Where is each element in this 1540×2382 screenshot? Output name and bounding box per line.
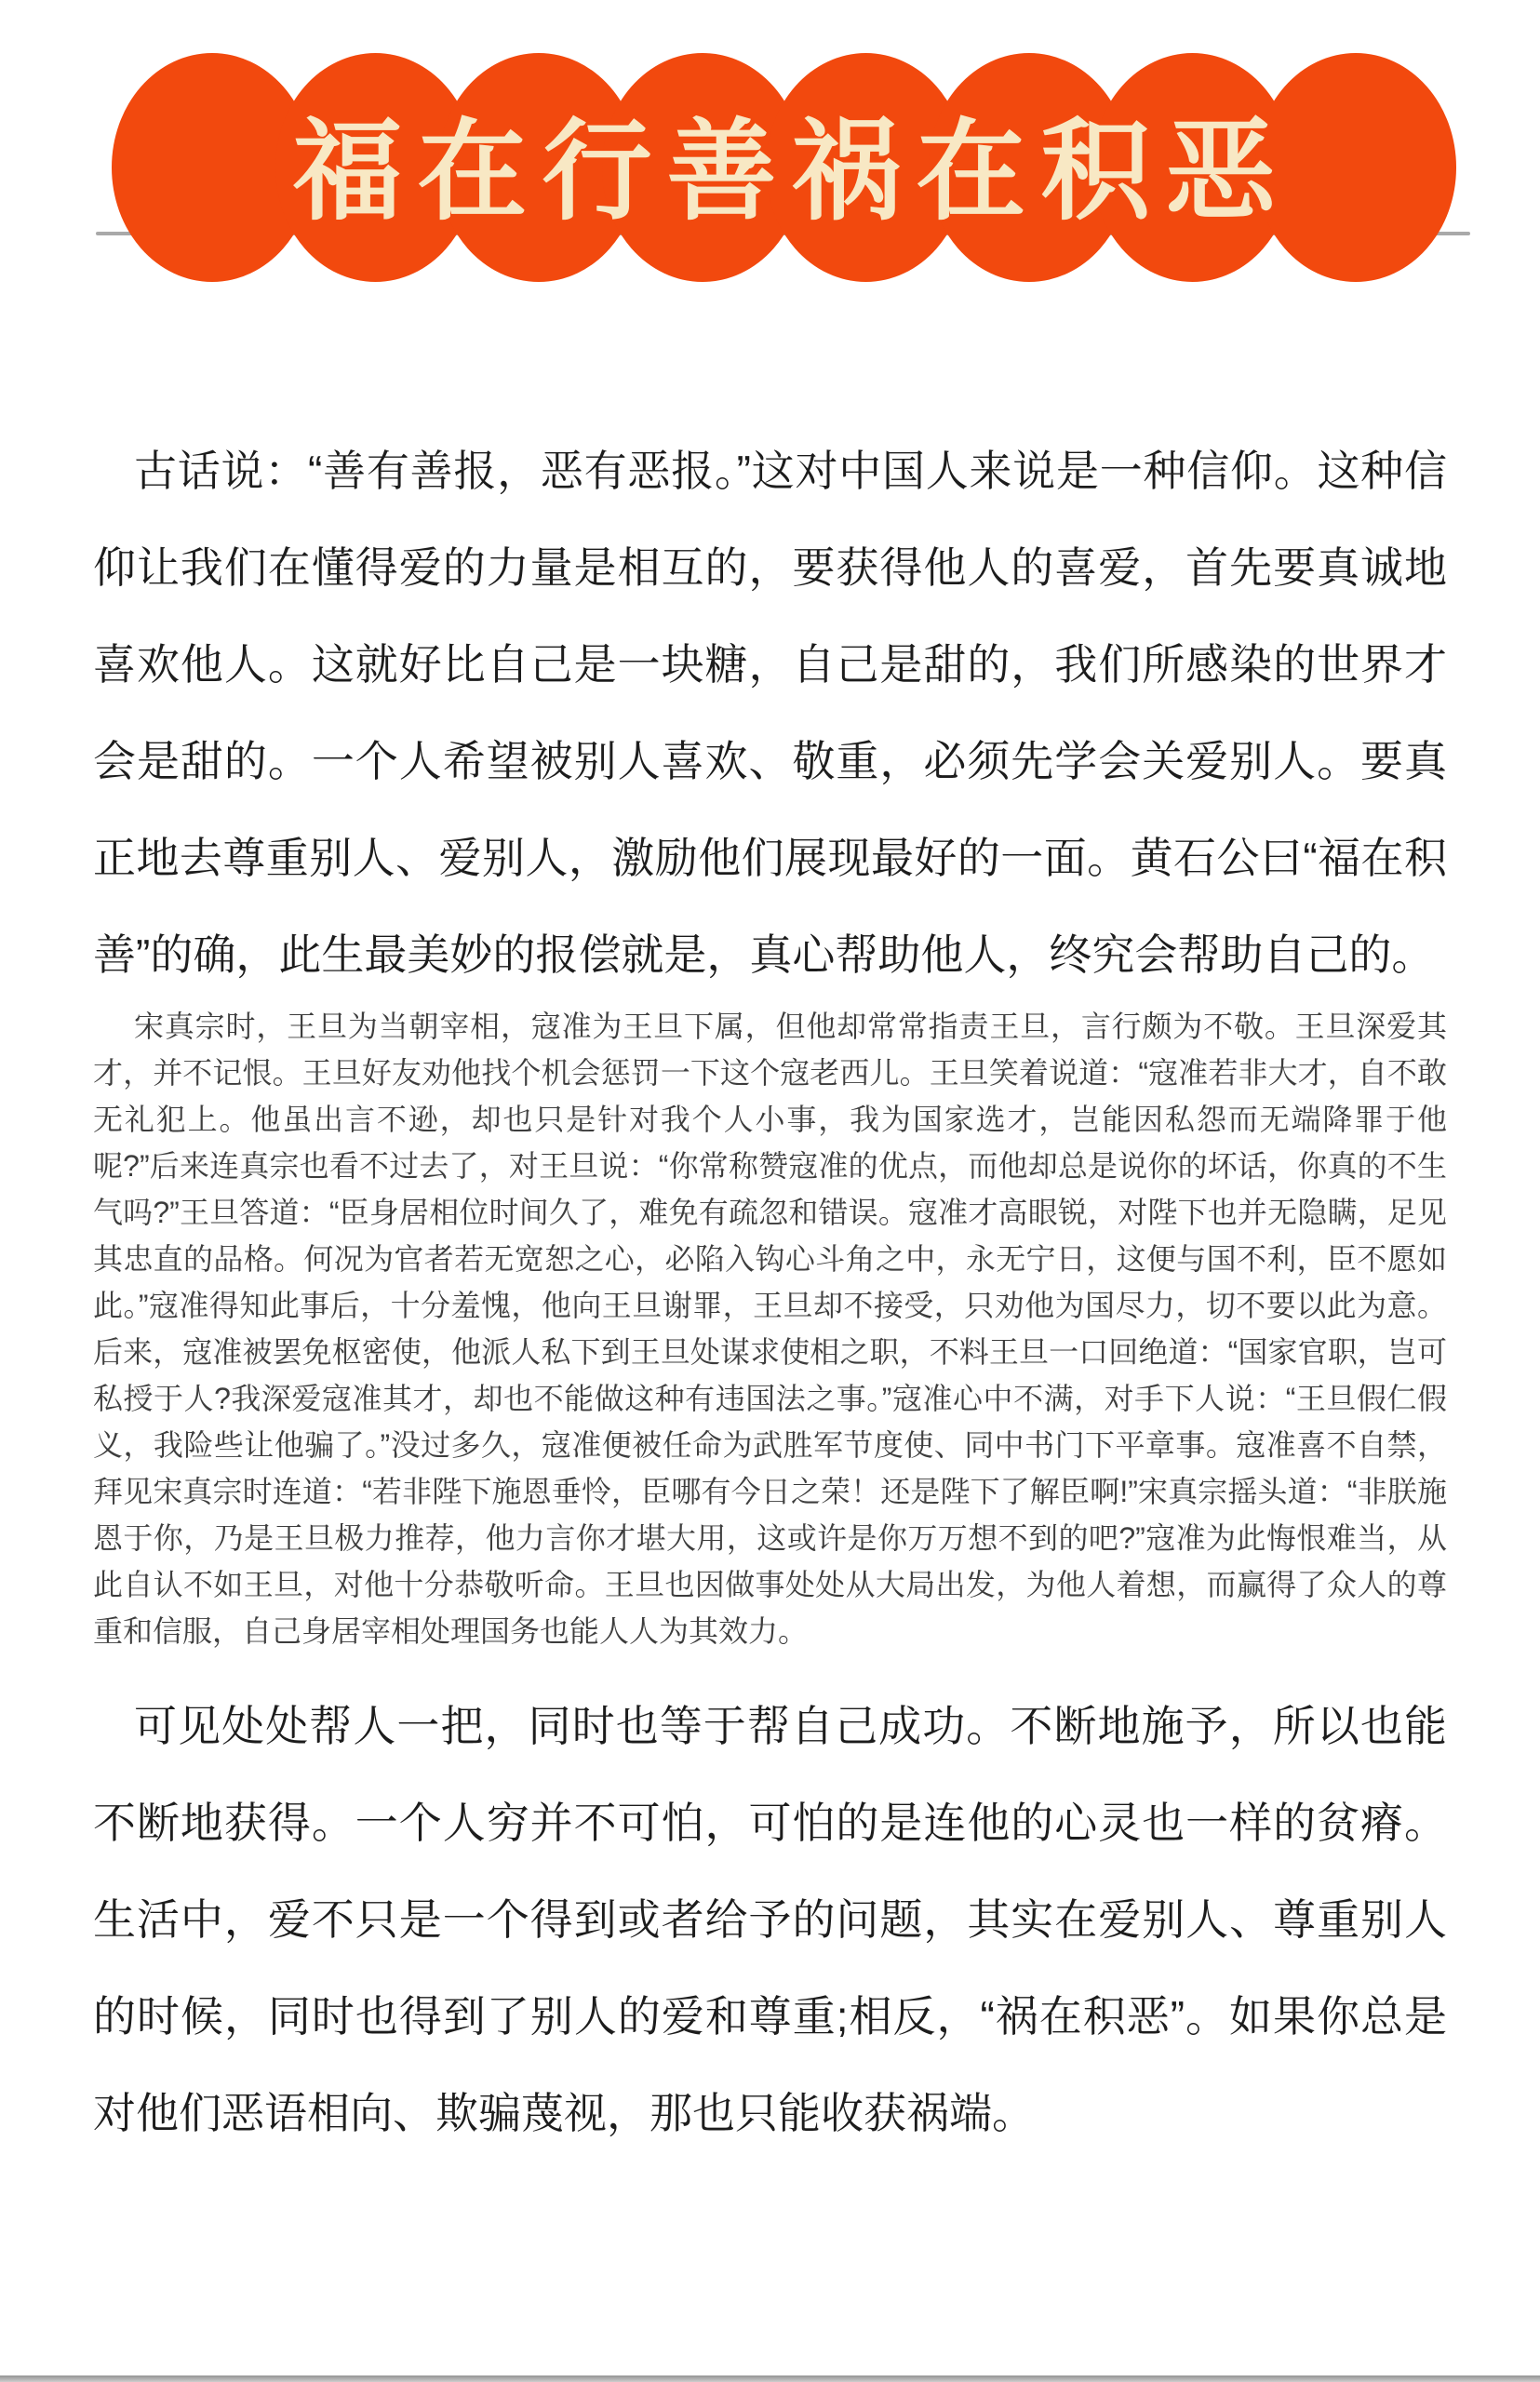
article-body: [93, 422, 1447, 2161]
intro-paragraph: 古话说：“善有善报，恶有恶报。”这对中国人来说是一种信仰。这种信仰让我们在懂得爱的力量是相互的，要获得他人的喜爱，首先要真诚地喜欢他人。这就好比自己是一块糖，自己是甜的，我们所感染的世界才会是甜的。一个人希望被别人喜欢、敬重，必须先学会关爱别人。要真正地去尊重别人、爱别人，激励他们展现最好的一面。黄石公曰“福在积善”的确，此生最美妙的报偿就是，真心帮助他人，终究会帮助自己的。: [93, 447, 1447, 979]
page-title: 福在行善祸在积恶: [292, 111, 1291, 234]
title-banner: [130, 53, 1438, 282]
story-paragraph: 宋真宗时，王旦为当朝宰相，寇准为王旦下属，但他却常常指责王旦，言行颇为不敬。王旦深爱其才，并不记恨。王旦好友劝他找个机会惩罚一下这个寇老西儿。王旦笑着说道：“寇准若非大才，自不敢无礼犯上。他虽出言不逊，却也只是针对我个人小事，我为国家选才，岂能因私怨而无端降罪于他呢?”后来连真宗也看不过去了，对王旦说：“你常称赞寇准的优点，而他却总是说你的坏话，你真的不生气吗?”王旦答道：“臣身居相位时间久了，难免有疏忽和错误。寇准才高眼锐，对陛下也并无隐瞒，足见其忠直的品格。何况为官者若无宽恕之心，必陷入钩心斗角之中，永无宁日，这便与国不利，臣不愿如此。”寇准得知此事后，十分羞愧，他向王旦谢罪，王旦却不接受，只劝他为国尽力，切不要以此为意。后来，寇准被罢免枢密使，他派人私下到王旦处谋求使相之职，不料王旦一口回绝道：“国家官职，岂可私授于人?我深爱寇准其才，却也不能做这种有违国法之事。”寇准心中不满，对手下人说：“王旦假仁假义，我险些让他骗了。”没过多久，寇准便被任命为武胜军节度使、同中书门下平章事。寇准喜不自禁，拜见宋真宗时连道：“若非陛下施恩垂怜，臣哪有今日之荣！还是陛下了解臣啊!”宋真宗摇头道：“非朕施恩于你，乃是王旦极力推荐，他力言你才堪大用，这或许是你万万想不到的吧?”寇准为此悔恨难当，从此自认不如王旦，对他十分恭敬听命。王旦也因做事处处从大局出发，为他人着想，而赢得了众人的尊重和信服，自己身居宰相处理国务也能人人为其效力。: [93, 1010, 1447, 1648]
conclusion-paragraph: 可见处处帮人一把，同时也等于帮自己成功。不断地施予，所以也能不断地获得。一个人穷并不可怕，可怕的是连他的心灵也一样的贫瘠。生活中，爱不只是一个得到或者给予的问题，其实在爱别人、尊重别人的时候，同时也得到了别人的爱和尊重;相反，“祸在积恶”。如果你总是对他们恶语相向、欺骗蔑视，那也只能收获祸端。: [93, 1702, 1447, 2137]
bottom-edge-bar: [0, 2375, 1540, 2382]
